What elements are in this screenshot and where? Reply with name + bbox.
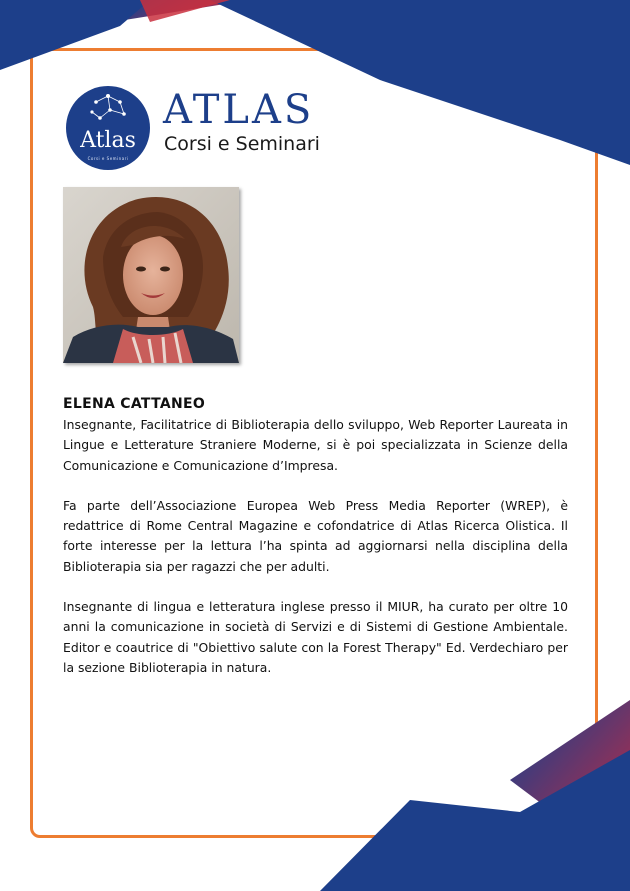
person-name: ELENA CATTANEO [63, 396, 206, 412]
portrait-photo [63, 187, 239, 363]
logo-circle-word: Atlas [80, 128, 136, 153]
top-right-accent [140, 0, 230, 22]
bio-paragraph-3: Insegnante di lingua e letteratura inglese presso il MIUR, ha curato per oltre 10 anni la comunicazione in società di Servizi e di Sistemi di Gestione Ambientale. Editor e coautrice di "Obiettivo salute con la Forest Therapy" Ed. Verdechiaro per la sezione Biblioterapia in natura. [63, 599, 568, 675]
bio-paragraph-2: Fa parte dell’Associazione Europea Web Press Media Reporter (WREP), è redattrice di Rome Central Magazine e cofondatrice di Atlas Ricerca Olistica. Il forte interesse per la lettura l’ha spinta ad aggiornarsi nella disciplina della Biblioterapia sia per ragazzi che per adulti. [63, 497, 568, 574]
brand-subtitle: Corsi e Seminari [164, 133, 320, 155]
bio-paragraph-1: Insegnante, Facilitatrice di Biblioterapia dello sviluppo, Web Reporter Laureata in Lingue e Letterature Straniere Moderne, si è poi specializzata in Scienze della Comunicazione e Comunicazione d’Impresa. [63, 417, 568, 473]
brand-title: ATLAS [163, 87, 315, 133]
logo-circle-subtitle: Corsi e Seminari [87, 156, 129, 161]
top-left-band [0, 0, 150, 70]
bio-section [63, 394, 568, 698]
logo [66, 86, 326, 172]
logo-badge [66, 86, 150, 170]
